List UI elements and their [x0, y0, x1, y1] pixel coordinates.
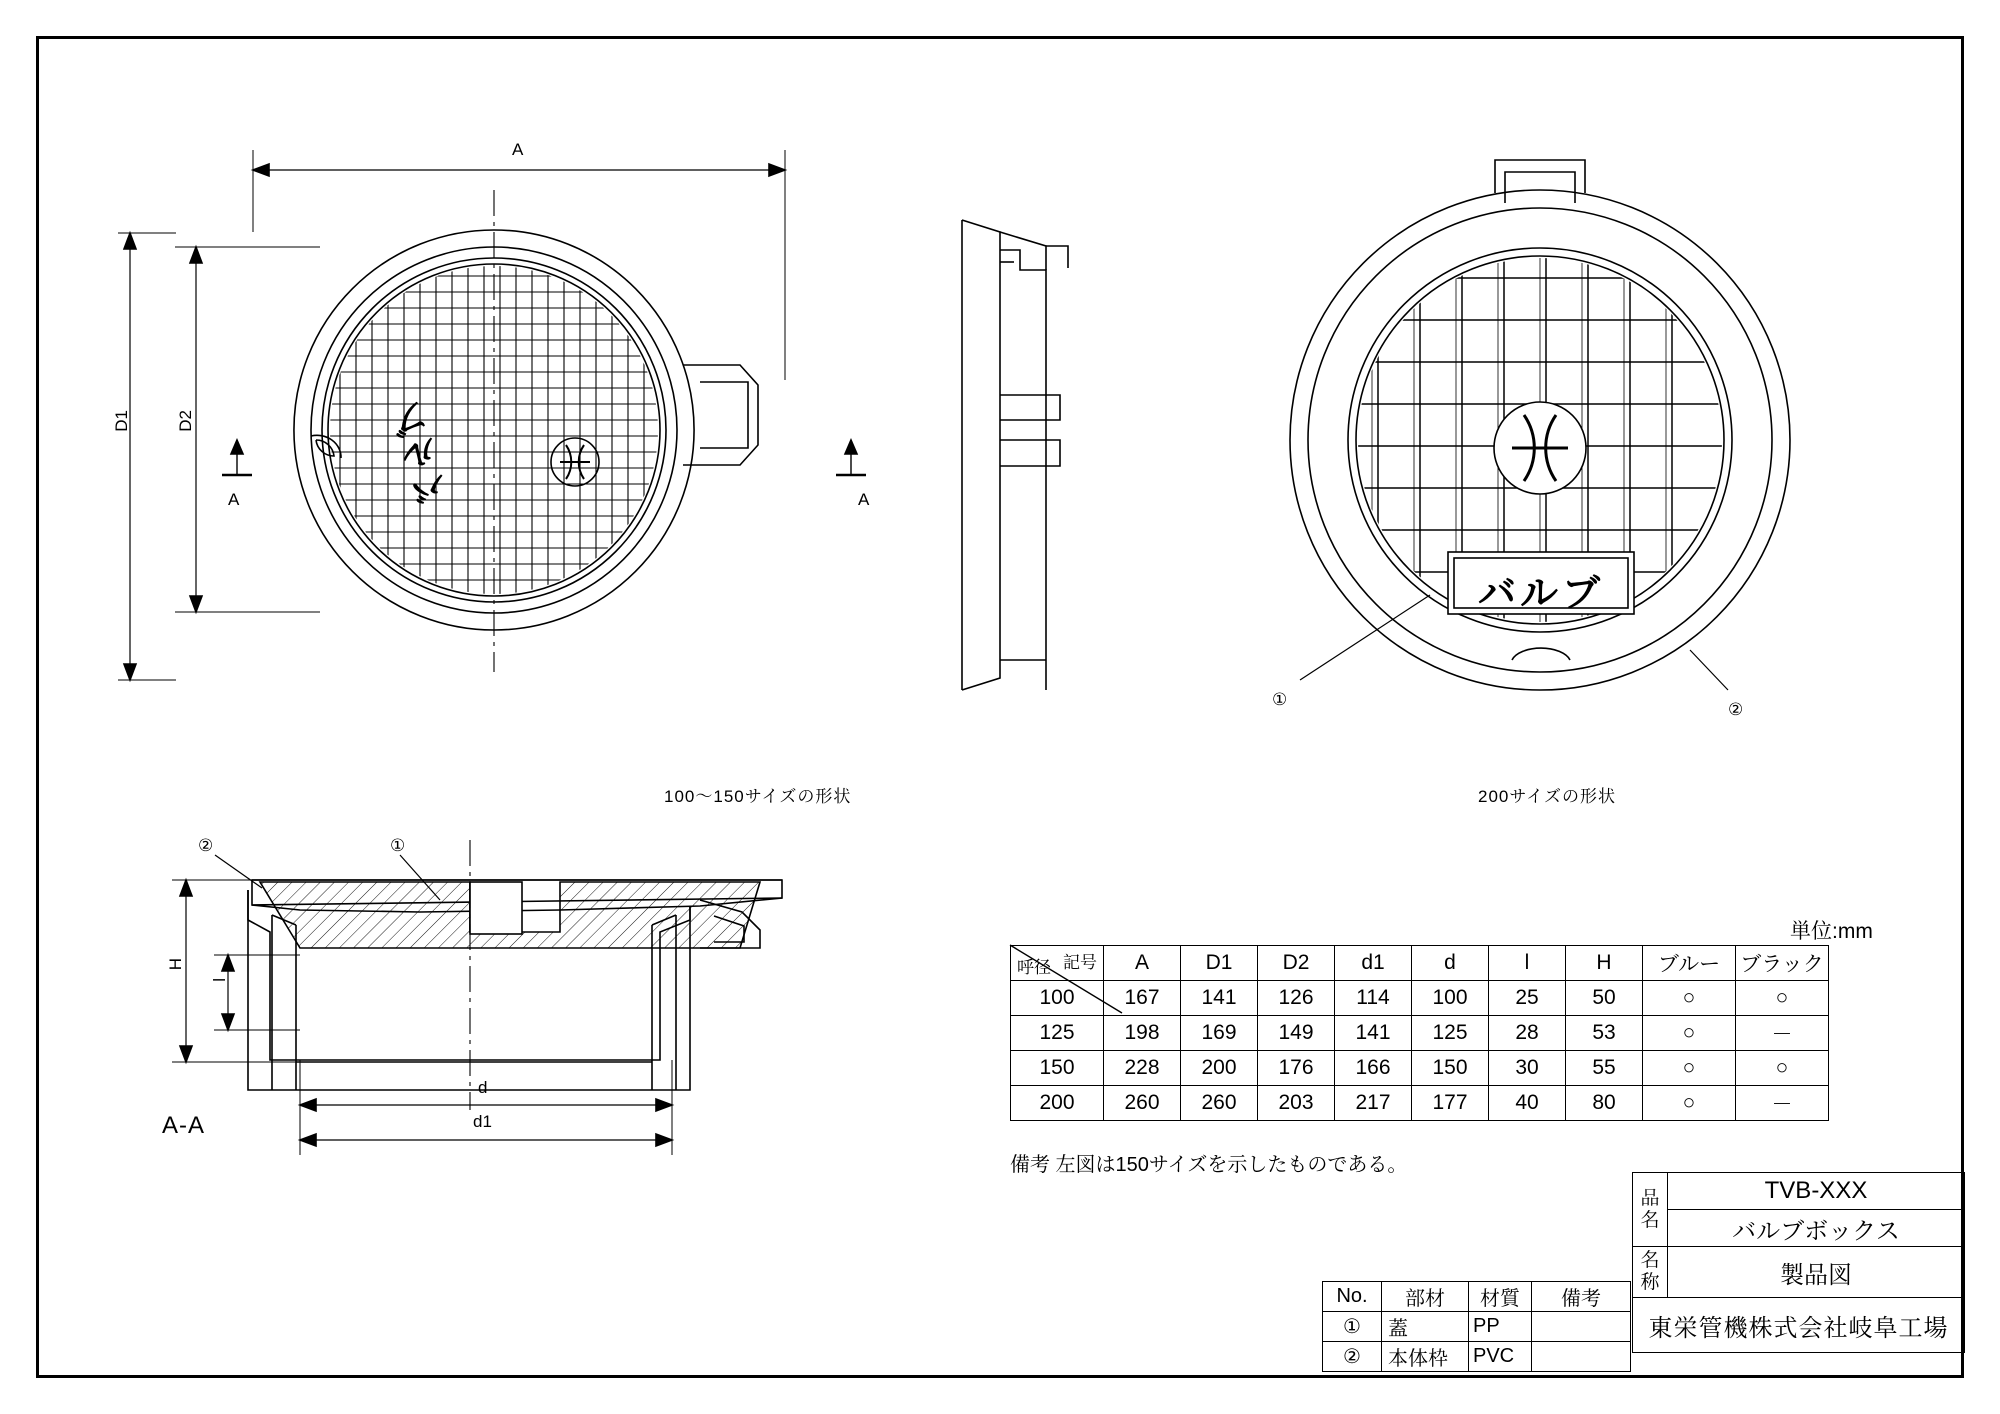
cell: ○ [1643, 1051, 1736, 1086]
cell: 141 [1335, 1016, 1412, 1051]
cell [1532, 1342, 1631, 1372]
spec-col-blue: ブルー [1643, 946, 1736, 981]
spec-col-D1: D1 [1181, 946, 1258, 981]
cell: 260 [1181, 1086, 1258, 1121]
cell: ○ [1643, 981, 1736, 1016]
cell: 149 [1258, 1016, 1335, 1051]
unit-label: 単位:mm [1790, 920, 1873, 943]
dim-label-H: H [166, 958, 185, 971]
cell: 150 [1412, 1051, 1489, 1086]
cell: 260 [1104, 1086, 1181, 1121]
table-row [1011, 981, 1829, 1016]
cell: 166 [1335, 1051, 1412, 1086]
product-name: バルブボックス [1668, 1210, 1965, 1247]
table-row [1011, 1086, 1829, 1121]
table-row [1323, 1342, 1631, 1372]
spec-size-150: 150 [1011, 1051, 1104, 1086]
cell: 本体枠 [1382, 1342, 1469, 1372]
table-row [1011, 1016, 1829, 1051]
company-name: 東栄管機株式会社岐阜工場 [1633, 1298, 1965, 1353]
cell: 80 [1566, 1086, 1643, 1121]
cell: ○ [1643, 1086, 1736, 1121]
lid-text-valve-view2: バルブ [1477, 573, 1604, 615]
table-row [1323, 1312, 1631, 1342]
cell: 176 [1258, 1051, 1335, 1086]
cell: ① [1323, 1312, 1382, 1342]
product-code: TVB-XXX [1668, 1173, 1965, 1210]
cell: 28 [1489, 1016, 1566, 1051]
cell: 55 [1566, 1051, 1643, 1086]
balloon-two-section: ② [198, 836, 214, 855]
parts-col-material: 材質 [1469, 1282, 1532, 1312]
spec-col-A: A [1104, 946, 1181, 981]
spec-size-125: 125 [1011, 1016, 1104, 1051]
cell: 198 [1104, 1016, 1181, 1051]
parts-col-part: 部材 [1382, 1282, 1469, 1312]
lid-text-valve-view1: バルブ [387, 396, 456, 512]
title-product-name-row [1633, 1210, 1965, 1247]
spec-col-D2: D2 [1258, 946, 1335, 981]
spec-corner-top: 記号 [1063, 953, 1097, 972]
table-row [1011, 1051, 1829, 1086]
section-arrow-right-label: A [858, 490, 870, 509]
spec-table-header-row [1011, 946, 1829, 981]
cell: PP [1469, 1312, 1532, 1342]
caption-view1: 100～150サイズの形状 [664, 787, 852, 806]
cell: 40 [1489, 1086, 1566, 1121]
spec-size-100: 100 [1011, 981, 1104, 1016]
dim-label-d: d [478, 1078, 488, 1097]
cell: 100 [1412, 981, 1489, 1016]
dim-label-l: l [210, 978, 229, 982]
cell: － [1736, 1086, 1829, 1121]
title-company-row [1633, 1298, 1965, 1353]
spec-size-200: 200 [1011, 1086, 1104, 1121]
product-label: 品 名 [1633, 1173, 1668, 1247]
cell: 217 [1335, 1086, 1412, 1121]
drawing-name-label: 名 称 [1633, 1247, 1668, 1298]
spec-col-d1: d1 [1335, 946, 1412, 981]
parts-col-no: No. [1323, 1282, 1382, 1312]
balloon-one-section: ① [390, 836, 406, 855]
cell: 53 [1566, 1016, 1643, 1051]
dim-label-D1: D1 [112, 410, 131, 432]
cell: 169 [1181, 1016, 1258, 1051]
caption-view2: 200サイズの形状 [1478, 787, 1617, 806]
cell: 114 [1335, 981, 1412, 1016]
cell: ○ [1736, 1051, 1829, 1086]
dim-label-A: A [512, 140, 524, 159]
cell: 25 [1489, 981, 1566, 1016]
dim-label-D2: D2 [176, 410, 195, 432]
parts-header-row [1323, 1282, 1631, 1312]
parts-col-note: 備考 [1532, 1282, 1631, 1312]
cell: 167 [1104, 981, 1181, 1016]
drawing-name: 製品図 [1668, 1247, 1965, 1298]
cell: 50 [1566, 981, 1643, 1016]
parts-table [1322, 1281, 1631, 1372]
remark-text: 備考 左図は150サイズを示したものである。 [1010, 1154, 1408, 1176]
cell: ○ [1736, 981, 1829, 1016]
cell: 177 [1412, 1086, 1489, 1121]
dim-label-d1: d1 [473, 1112, 492, 1131]
cell: 125 [1412, 1016, 1489, 1051]
cell: ② [1323, 1342, 1382, 1372]
cell: 141 [1181, 981, 1258, 1016]
cell: PVC [1469, 1342, 1532, 1372]
spec-col-black: ブラック [1736, 946, 1829, 981]
title-block [1632, 1172, 1965, 1353]
cell: － [1736, 1016, 1829, 1051]
cell: 228 [1104, 1051, 1181, 1086]
cell: 203 [1258, 1086, 1335, 1121]
cell: ○ [1643, 1016, 1736, 1051]
cell: 200 [1181, 1051, 1258, 1086]
spec-table [1010, 945, 1829, 1121]
title-product-row [1633, 1173, 1965, 1210]
cell [1532, 1312, 1631, 1342]
spec-corner-bottom: 呼径 [1017, 958, 1051, 977]
spec-col-l: l [1489, 946, 1566, 981]
section-arrow-left-label: A [228, 490, 240, 509]
cell: 126 [1258, 981, 1335, 1016]
cell: 30 [1489, 1051, 1566, 1086]
balloon-one-view2: ① [1272, 690, 1288, 709]
balloon-two-view2: ② [1728, 700, 1744, 719]
spec-col-H: H [1566, 946, 1643, 981]
section-label: A-A [162, 1112, 206, 1139]
spec-col-d: d [1412, 946, 1489, 981]
cell: 蓋 [1382, 1312, 1469, 1342]
title-name-row [1633, 1247, 1965, 1298]
